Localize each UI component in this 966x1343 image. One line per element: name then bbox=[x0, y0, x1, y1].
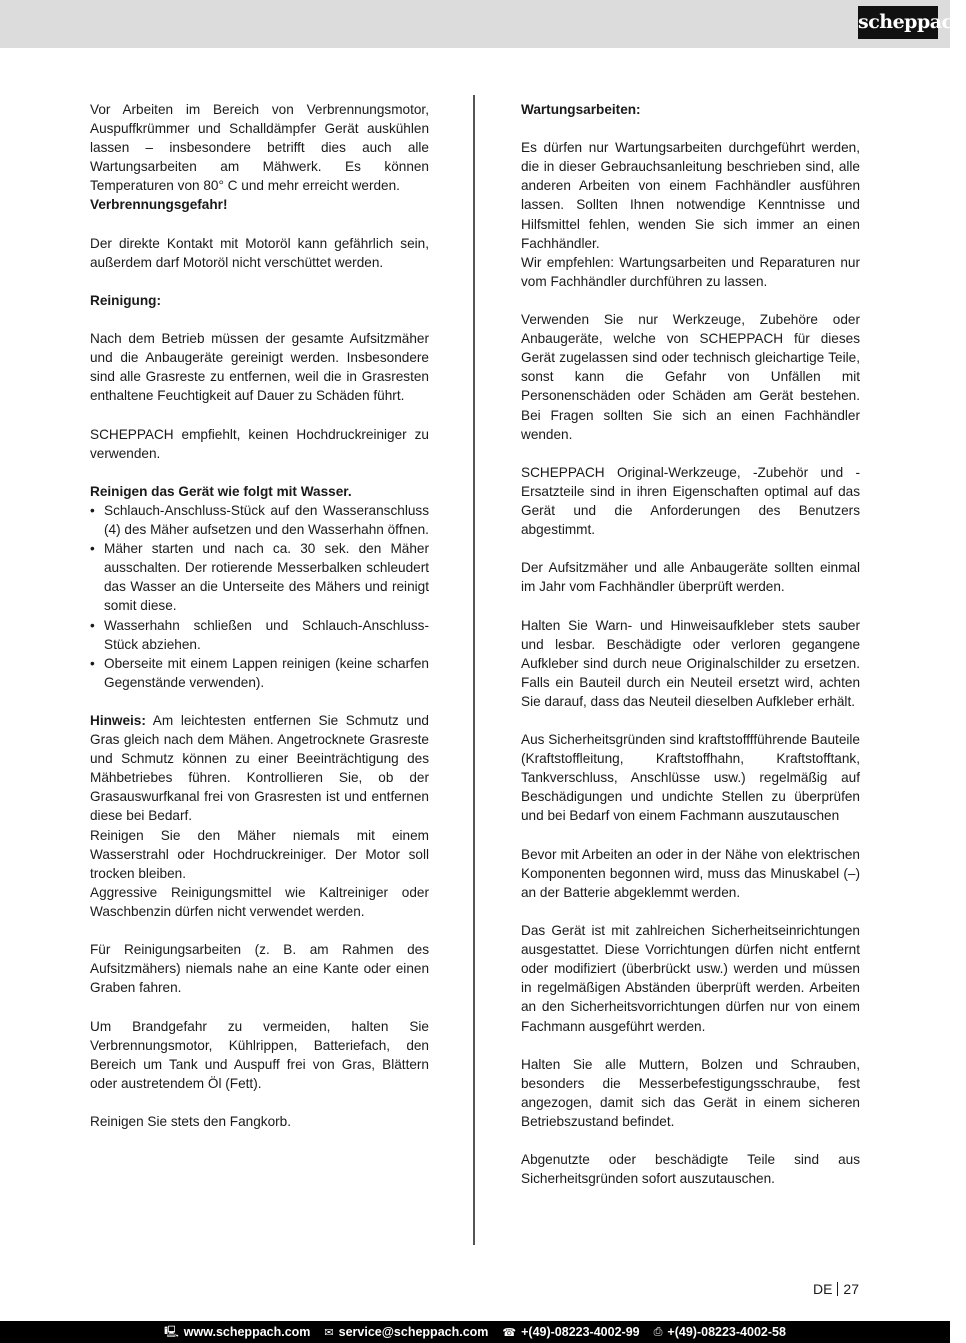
list-item: • Mäher starten und nach ca. 30 sek. den Mäher ausschalten. Der rotierende Messerbalken schleudert das Wasser an die Unterseite des Mähers und reinigt somit diese. bbox=[90, 539, 429, 615]
note-label: Hinweis: bbox=[90, 713, 146, 728]
fax-number: +(49)-08223-4002-58 bbox=[667, 1325, 786, 1339]
paragraph: SCHEPPACH Original-Werkzeuge, -Zubehör und -Ersatzteile sind in ihren Eigenschaften optimal auf das Gerät und die Anforderungen des Benutzers abgestimmt. bbox=[521, 464, 860, 538]
warning-burn: Verbrennungsgefahr! bbox=[90, 197, 228, 213]
note-text: Am leichtesten entfernen Sie Schmutz und Gras gleich nach dem Mähen. Angetrocknete Grasreste und Schmutz können zu einer Beeinträchtigung des Mähbetriebes führen. Kontrollieren Sie, ob der Grasauswurfkanal frei von Grasresten ist und entfernen diese bei Bedarf. bbox=[90, 713, 429, 824]
page-number-separator bbox=[837, 1282, 838, 1296]
paragraph: Wir empfehlen: Wartungsarbeiten und Reparaturen nur vom Fachhändler durchführen zu lassen. bbox=[521, 254, 860, 289]
paragraph: SCHEPPACH empfiehlt, keinen Hochdruckreiniger zu verwenden. bbox=[90, 426, 429, 461]
paragraph: Für Reinigungsarbeiten (z. B. am Rahmen des Aufsitzmähers) niemals nahe an eine Kante oder einen Graben fahren. bbox=[90, 942, 429, 996]
phone-number: +(49)-08223-4002-99 bbox=[521, 1325, 640, 1339]
column-divider bbox=[473, 95, 475, 1245]
paragraph: Halten Sie alle Muttern, Bolzen und Schrauben, besonders die Messerbefestigungsschraube, fest angezogen, damit sich das Gerät in einem sicheren Betriebszustand befindet. bbox=[521, 1056, 860, 1129]
page-number bbox=[813, 1281, 859, 1297]
paragraph: Aggressive Reinigungsmittel wie Kaltreiniger oder Waschbenzin dürfen nicht verwendet werden. bbox=[90, 884, 429, 919]
list-item: • Oberseite mit einem Lappen reinigen (keine scharfen Gegenstände verwenden). bbox=[90, 654, 429, 692]
phone-icon: ☎ bbox=[502, 1326, 517, 1339]
list-item: • Schlauch-Anschluss-Stück auf den Wasseranschluss (4) des Mäher aufsetzen und den Wasserhahn öffnen. bbox=[90, 501, 429, 539]
heading-cleaning: Reinigung: bbox=[90, 292, 161, 308]
list-item: • Wasserhahn schließen und Schlauch-Anschluss-Stück abziehen. bbox=[90, 616, 429, 654]
paragraph: Der direkte Kontakt mit Motoröl kann gefährlich sein, außerdem darf Motoröl nicht verschüttet werden. bbox=[90, 235, 429, 270]
footer-phone bbox=[502, 1325, 639, 1339]
email-link[interactable]: service@scheppach.com bbox=[338, 1325, 489, 1339]
paragraph: Aus Sicherheitsgründen sind kraftstofffführende Bauteile (Kraftstoffleitung, Kraftstoffhahn, Kraftstofftank, Tankverschluss, Anschlüsse usw.) regelmäßig auf Beschädigungen und undichte Stellen zu überprüfen und bei Bedarf von einem Fachmann auszutauschen bbox=[521, 732, 860, 824]
language-code: DE bbox=[812, 1281, 833, 1297]
envelope-icon: ✉ bbox=[324, 1326, 334, 1339]
paragraph: Reinigen Sie den Mäher niemals mit einem Wasserstrahl oder Hochdruckreiniger. Der Motor soll trocken bleiben. bbox=[90, 827, 429, 881]
paragraph: Abgenutzte oder beschädigte Teile sind aus Sicherheitsgründen sofort auszutauschen. bbox=[521, 1152, 860, 1187]
paragraph: Nach dem Betrieb müssen der gesamte Aufsitzmäher und die Anbaugeräte gereinigt werden. Insbesondere sind alle Grasreste zu entfernen, weil die in Grasresten enthaltene Feuchtigkeit auf Dauer zu Schäden führt. bbox=[90, 331, 429, 404]
paragraph: Der Aufsitzmäher und alle Anbaugeräte sollten einmal im Jahr vom Fachhändler überprüft werden. bbox=[521, 560, 860, 595]
computer-icon: 🖳 bbox=[164, 1325, 179, 1338]
fax-icon: ⎙ bbox=[653, 1325, 663, 1338]
paragraph: Das Gerät ist mit zahlreichen Sicherheitseinrichtungen ausgestattet. Diese Vorrichtungen dürfen nicht entfernt oder modifiziert (überbrückt usw.) werden und müssen in regelmäßigen Abständen überprüft werden. Arbeiten an den Sicherheitsvorrichtungen dürfen nur von einem Fachmann ausgeführt werden. bbox=[521, 923, 860, 1034]
page-number-value: 27 bbox=[843, 1281, 859, 1297]
heading-maintenance: Wartungsarbeiten: bbox=[521, 102, 641, 117]
paragraph: Um Brandgefahr zu vermeiden, halten Sie Verbrennungsmotor, Kühlrippen, Batteriefach, den Bereich um Tank und Auspuff frei von Gras, Blättern oder austretendem Öl (Fett). bbox=[90, 1018, 429, 1091]
right-column bbox=[521, 100, 860, 1207]
paragraph: Bevor mit Arbeiten an oder in der Nähe von elektrischen Komponenten begonnen wird, muss das Minuskabel (–) an der Batterie abgeklemmt werden. bbox=[521, 846, 860, 900]
footer-fax bbox=[654, 1325, 786, 1339]
note-paragraph bbox=[90, 711, 429, 826]
left-column bbox=[90, 100, 429, 1150]
paragraph: Es dürfen nur Wartungsarbeiten durchgeführt werden, die in dieser Gebrauchsanleitung beschrieben sind, alle anderen Arbeiten von einem Fachhändler ausführen lassen. Sollten Ihnen notwendige Kenntnisse und Hilfsmittel fehlen, wenden Sie sich immer an einen Fachhändler. bbox=[521, 140, 860, 251]
paragraph: Halten Sie Warn- und Hinweisaufkleber stets sauber und lesbar. Beschädigte oder verloren gegangene Aufkleber sind durch neue Originalschilder zu ersetzen. Falls ein Bauteil durch ein Neuteil ersetzt wird, achten Sie darauf, dass das Neuteil dieselben Aufkleber erhält. bbox=[521, 617, 860, 709]
footer-email[interactable] bbox=[324, 1325, 488, 1339]
footer-bar bbox=[0, 1321, 950, 1343]
header-bar bbox=[0, 0, 966, 48]
footer-website[interactable] bbox=[164, 1323, 310, 1342]
cleaning-steps-list bbox=[90, 501, 429, 692]
paragraph: Vor Arbeiten im Bereich von Verbrennungsmotor, Auspuffkrümmer und Schalldämpfer Gerät auskühlen lassen – insbesondere betrifft dies auch alle Wartungsarbeiten am Mähwerk. Es können Temperaturen von 80° C und mehr erreicht werden. bbox=[90, 102, 429, 194]
heading-water-cleaning: Reinigen das Gerät wie folgt mit Wasser. bbox=[90, 483, 352, 499]
scheppach-logo: scheppach bbox=[858, 6, 938, 39]
website-link[interactable]: www.scheppach.com bbox=[183, 1325, 311, 1339]
paragraph: Verwenden Sie nur Werkzeuge, Zubehöre oder Anbaugeräte, welche von SCHEPPACH für dieses Gerät zugelassen sind oder technisch gleichartige Teile, sonst kann die Gefahr von Unfällen mit Personenschäden oder Schäden am Gerät bestehen. Bei Fragen sollten Sie sich an einen Fachhändler wenden. bbox=[521, 312, 860, 442]
paragraph: Reinigen Sie stets den Fangkorb. bbox=[90, 1113, 292, 1129]
